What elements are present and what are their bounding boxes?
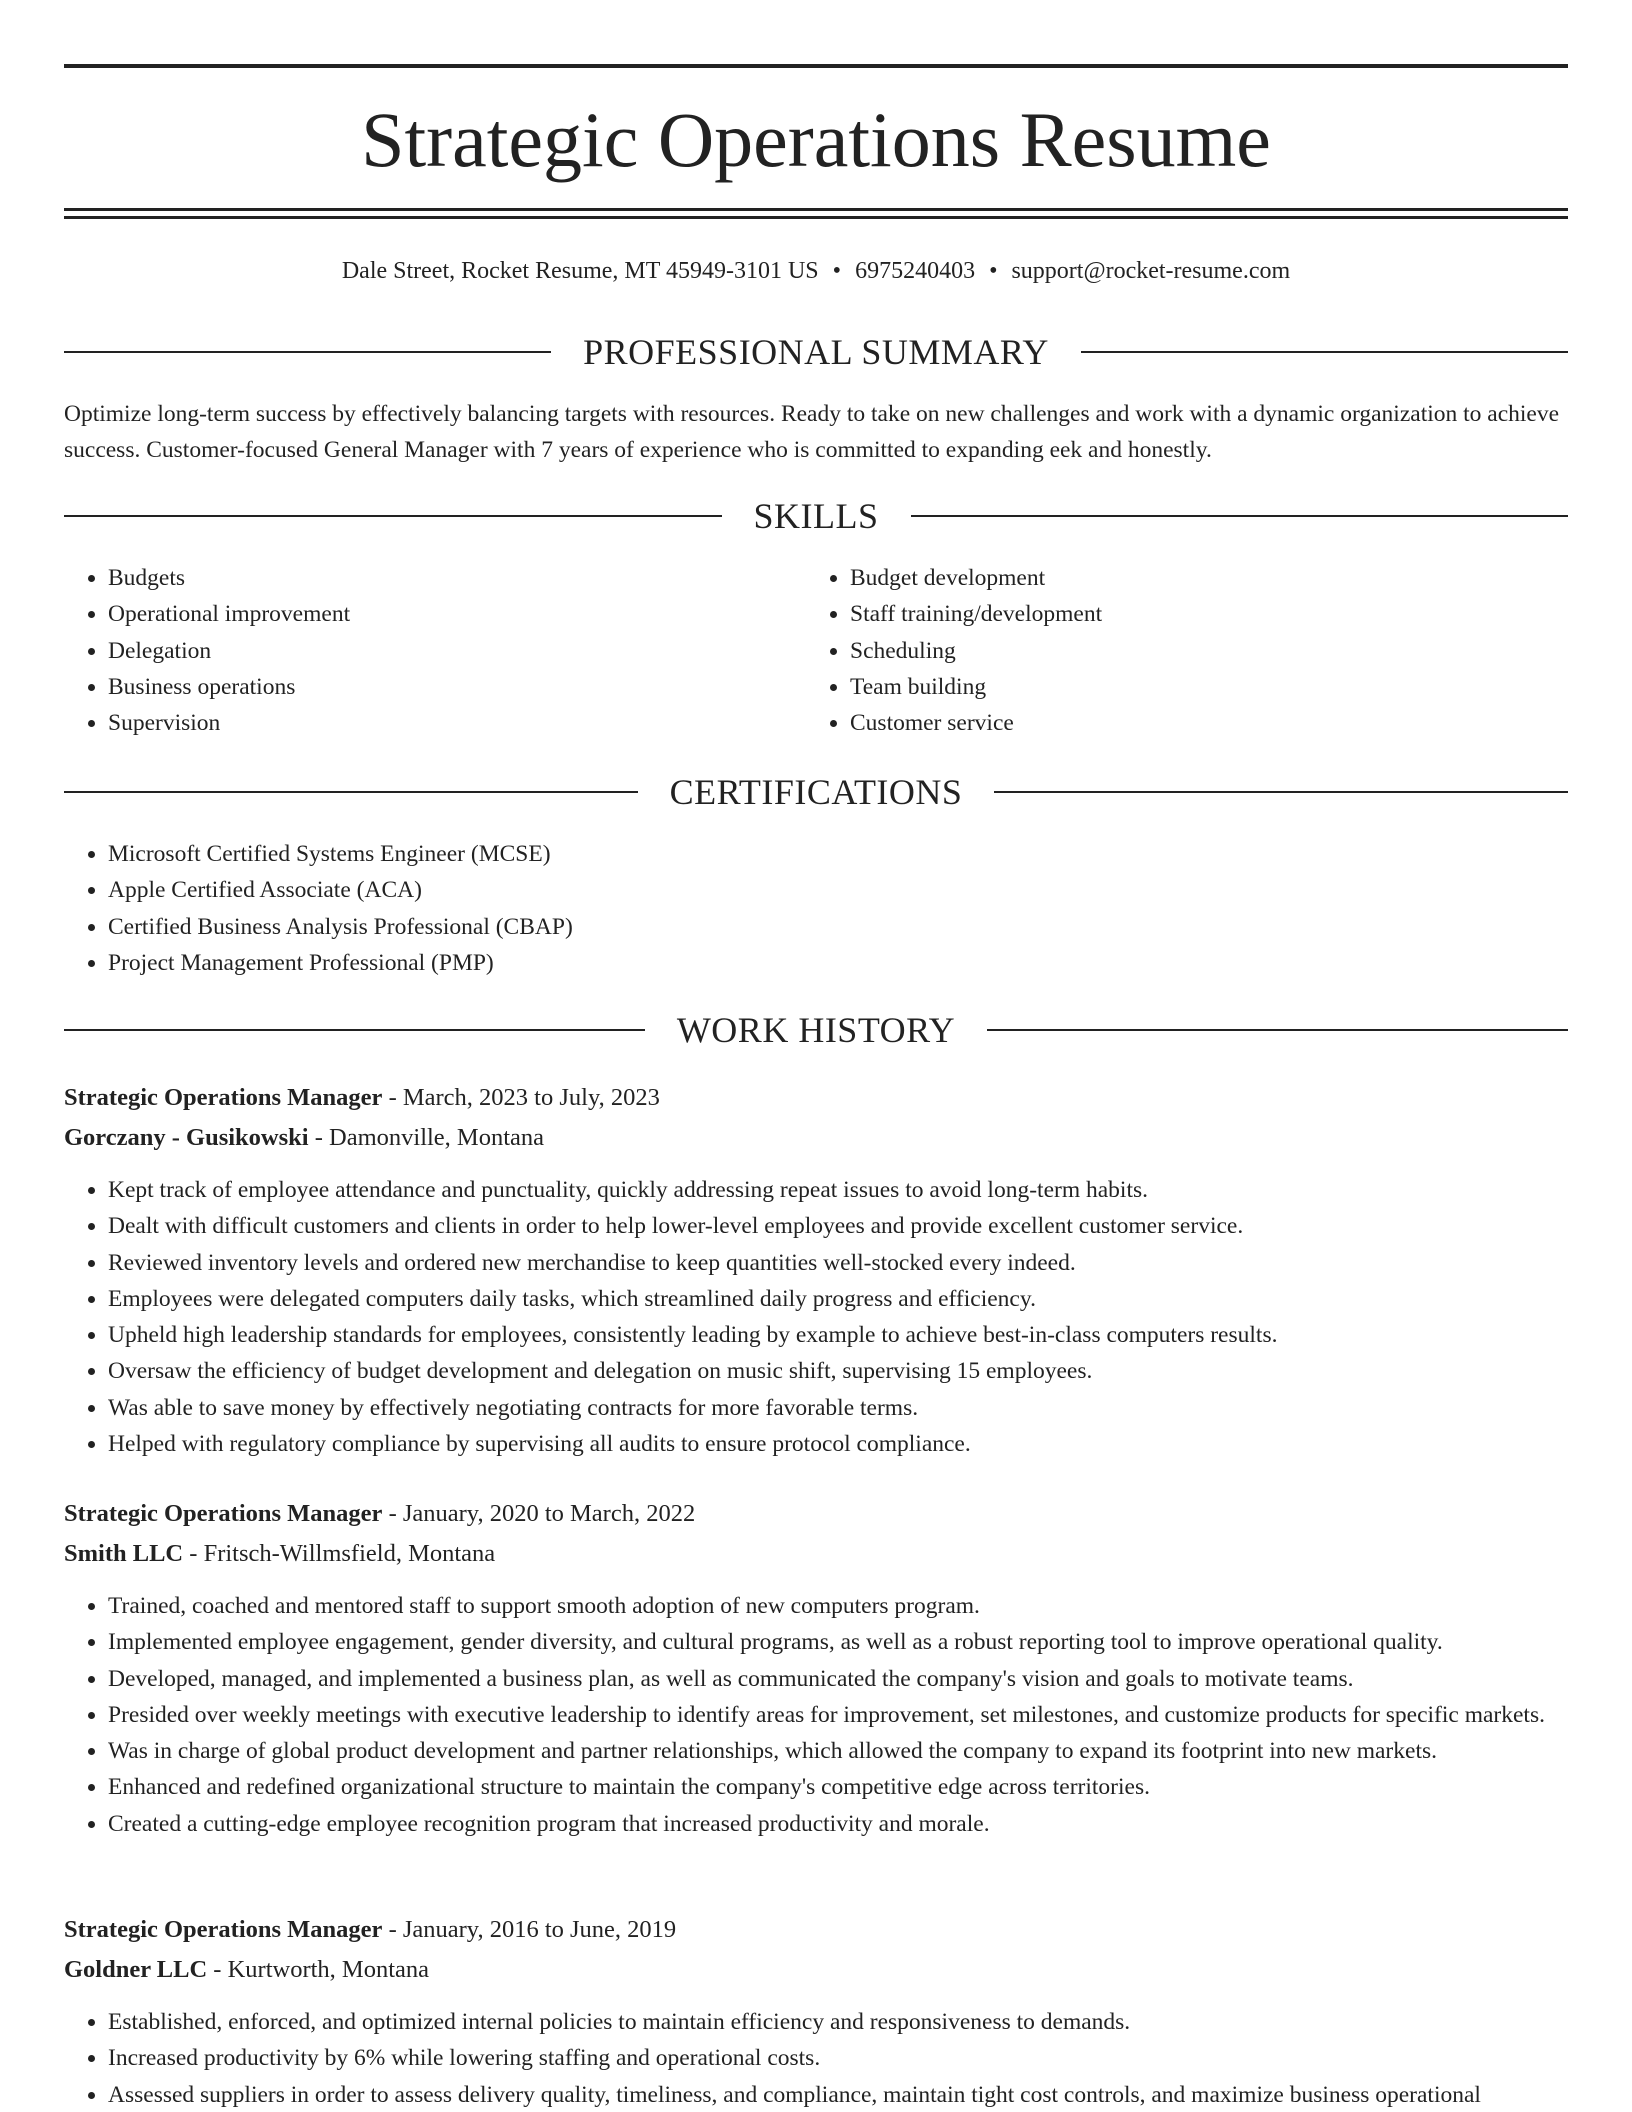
job-title-line — [64, 1496, 1568, 1532]
skills-list-left — [64, 560, 808, 741]
contact-line — [64, 254, 1568, 288]
heading-rule-left — [64, 351, 551, 353]
heading-rule-right — [911, 515, 1568, 517]
certifications-heading — [64, 770, 1568, 814]
job-dash: - — [382, 1500, 403, 1527]
contact-phone: 6975240403 — [855, 258, 976, 284]
job-dash: - — [183, 1540, 204, 1567]
job-bullet: • Enhanced and redefined organizational structure to maintain the company's competitive edge across territories. — [108, 1769, 1568, 1805]
job-company: Gorczany - Gusikowski — [64, 1124, 309, 1151]
job-title-line — [64, 1912, 1568, 1948]
title-rule-lower — [64, 216, 1568, 219]
title-rule-upper — [64, 208, 1568, 211]
heading-rule-left — [64, 1029, 645, 1031]
job-dates: March, 2023 to July, 2023 — [402, 1084, 660, 1111]
job-location: Fritsch-Willmsfield, Montana — [203, 1540, 496, 1567]
job-bullet: • Assessed suppliers in order to assess delivery quality, timeliness, and compliance, maintain tight cost controls, and maximize business operational — [108, 2077, 1568, 2112]
resume-page — [64, 0, 1568, 2112]
job-dates: January, 2020 to March, 2022 — [402, 1500, 696, 1527]
skill-item: • Operational improvement — [108, 596, 808, 632]
job-bullet: • Developed, managed, and implemented a business plan, as well as communicated the company's vision and goals to motivate teams. — [108, 1661, 1568, 1697]
job-title: Strategic Operations Manager — [64, 1500, 383, 1527]
job-dash: - — [382, 1084, 403, 1111]
job-bullet: • Created a cutting-edge employee recognition program that increased productivity and morale. — [108, 1806, 1568, 1842]
job-bullet: • Trained, coached and mentored staff to support smooth adoption of new computers program. — [108, 1588, 1568, 1624]
job-dates: January, 2016 to June, 2019 — [402, 1916, 677, 1943]
skills-heading — [64, 494, 1568, 538]
job-bullet: • Implemented employee engagement, gender diversity, and cultural programs, as well as a robust reporting tool to improve operational quality. — [108, 1624, 1568, 1660]
certification-item: • Project Management Professional (PMP) — [108, 945, 1568, 981]
contact-separator: • — [832, 258, 842, 284]
job-bullet: • Established, enforced, and optimized internal policies to maintain efficiency and responsiveness to demands. — [108, 2004, 1568, 2040]
summary-heading — [64, 330, 1568, 374]
skill-item: • Business operations — [108, 669, 808, 705]
job-bullets — [64, 2004, 1568, 2112]
job-bullet: • Presided over weekly meetings with executive leadership to identify areas for improvement, set milestones, and customize products for specific markets. — [108, 1697, 1568, 1733]
job-bullet: • Kept track of employee attendance and punctuality, quickly addressing repeat issues to avoid long-term habits. — [108, 1172, 1568, 1208]
job-dash: - — [382, 1916, 403, 1943]
work-history-heading — [64, 1008, 1568, 1052]
job-location: Kurtworth, Montana — [227, 1956, 430, 1983]
skill-item: • Budget development — [850, 560, 1550, 596]
job-title: Strategic Operations Manager — [64, 1084, 383, 1111]
heading-rule-right — [987, 1029, 1568, 1031]
heading-rule-left — [64, 791, 638, 793]
job-bullet: • Was in charge of global product development and partner relationships, which allowed the company to expand its footprint into new markets. — [108, 1733, 1568, 1769]
skill-item: • Supervision — [108, 705, 808, 741]
contact-address: Dale Street, Rocket Resume, MT 45949-3101 US — [341, 258, 819, 284]
skill-item: • Customer service — [850, 705, 1550, 741]
certification-item: • Apple Certified Associate (ACA) — [108, 872, 1568, 908]
job-bullets — [64, 1588, 1568, 1842]
job-dash: - — [207, 1956, 228, 1983]
summary-text: Optimize long-term success by effectively balancing targets with resources. Ready to take on new challenges and work with a dynamic organization to achieve success. Customer-focused General Manager with 7 years of experience who is committed to expanding eek and honestly. — [64, 401, 1560, 463]
job-company-line — [64, 1120, 1568, 1156]
job-title: Strategic Operations Manager — [64, 1916, 383, 1943]
job-bullet: • Increased productivity by 6% while lowering staffing and operational costs. — [108, 2040, 1568, 2076]
skills-list-right — [806, 560, 1550, 741]
heading-rule-right — [1081, 351, 1568, 353]
certification-item: • Microsoft Certified Systems Engineer (MCSE) — [108, 836, 1568, 872]
job-dash: - — [308, 1124, 330, 1151]
heading-rule-right — [994, 791, 1568, 793]
contact-separator: • — [989, 258, 998, 284]
job-bullet: • Upheld high leadership standards for employees, consistently leading by example to achieve best-in-class computers results. — [108, 1317, 1568, 1353]
skills-heading-label: SKILLS — [753, 496, 879, 536]
job-bullet: • Employees were delegated computers daily tasks, which streamlined daily progress and efficiency. — [108, 1281, 1568, 1317]
contact-email: support@rocket-resume.com — [1011, 258, 1291, 284]
resume-title: Strategic Operations Resume — [361, 96, 1271, 183]
job-location: Damonville, Montana — [329, 1124, 545, 1151]
summary-heading-label: PROFESSIONAL SUMMARY — [583, 332, 1049, 372]
job-company: Goldner LLC — [64, 1956, 208, 1983]
job-bullet: • Was able to save money by effectively negotiating contracts for more favorable terms. — [108, 1390, 1568, 1426]
skill-item: • Delegation — [108, 633, 808, 669]
job-company-line — [64, 1536, 1568, 1572]
heading-rule-left — [64, 515, 722, 517]
job-bullet: • Reviewed inventory levels and ordered new merchandise to keep quantities well-stocked every indeed. — [108, 1245, 1568, 1281]
certification-item: • Certified Business Analysis Professional (CBAP) — [108, 909, 1568, 945]
skill-item: • Scheduling — [850, 633, 1550, 669]
certifications-heading-label: CERTIFICATIONS — [669, 772, 963, 812]
top-rule — [64, 64, 1568, 68]
skill-item: • Budgets — [108, 560, 808, 596]
job-title-line — [64, 1080, 1568, 1116]
job-bullets — [64, 1172, 1568, 1462]
job-bullet: • Oversaw the efficiency of budget development and delegation on music shift, supervising 15 employees. — [108, 1353, 1568, 1389]
skill-item: • Team building — [850, 669, 1550, 705]
certifications-list — [64, 836, 1568, 981]
skill-item: • Staff training/development — [850, 596, 1550, 632]
job-company: Smith LLC — [64, 1540, 184, 1567]
job-company-line — [64, 1952, 1568, 1988]
job-bullet: • Dealt with difficult customers and clients in order to help lower-level employees and provide excellent customer service. — [108, 1208, 1568, 1244]
work-history-heading-label: WORK HISTORY — [676, 1010, 956, 1050]
job-bullet: • Helped with regulatory compliance by supervising all audits to ensure protocol compliance. — [108, 1426, 1568, 1462]
